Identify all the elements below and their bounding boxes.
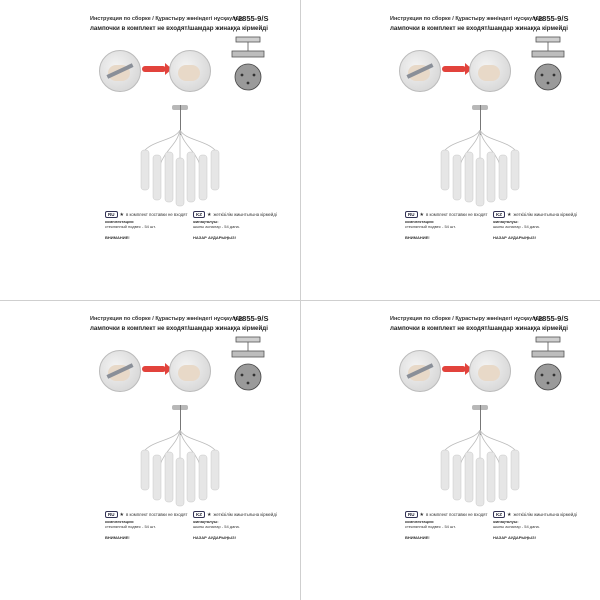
star-icon: ★ xyxy=(119,512,124,518)
kz-not-included xyxy=(193,511,277,518)
ru-item: стеклянный подвес - 54 шт. xyxy=(405,224,456,230)
kz-badge: KZ xyxy=(193,511,205,518)
ru-not-included xyxy=(105,211,187,218)
ru-spec-title: комплектация: xyxy=(105,219,135,224)
kz-not-included-text: жеткізілім жиынтығына кірмейді xyxy=(513,512,577,517)
tool-photo xyxy=(399,50,441,92)
kz-not-included-text: жеткізілім жиынтығына кірмейді xyxy=(513,212,577,217)
ru-not-included-text: в комплект поставки не входят xyxy=(425,512,488,517)
tool-photo xyxy=(99,50,141,92)
mounting-diagram xyxy=(218,35,276,95)
kz-not-included xyxy=(493,211,577,218)
bulbs-note: лампочки в комплект не входят/шамдар жинаққа кірмейді xyxy=(390,325,568,332)
header-title: Инструкция по сборке / Құрастыру жөніндегі нұсқаулық xyxy=(90,316,244,322)
star-icon: ★ xyxy=(207,212,212,218)
mounting-diagram xyxy=(218,335,276,395)
ru-item: стеклянный подвес - 54 шт. xyxy=(105,224,156,230)
chandelier-icon xyxy=(435,430,525,510)
kz-item: шыны аспалар - 54 дана. xyxy=(193,224,240,230)
tool-photo xyxy=(399,350,441,392)
instruction-panel-2 xyxy=(305,5,595,295)
chandelier-icon xyxy=(135,130,225,210)
arrow-icon xyxy=(142,366,166,372)
mounting-diagram xyxy=(518,35,576,95)
arrow-icon xyxy=(442,366,466,372)
instruction-panel-3 xyxy=(5,305,295,595)
ru-not-included-text: в комплект поставки не входят xyxy=(125,212,188,217)
tool-photo xyxy=(99,350,141,392)
ru-warning-title: ВНИМАНИЕ! xyxy=(105,235,130,241)
arrow-icon xyxy=(442,66,466,72)
mounting-diagram xyxy=(518,335,576,395)
kz-item: шыны аспалар - 54 дана. xyxy=(493,224,540,230)
kz-warning-title: НАЗАР АУДАРЫҢЫЗ! xyxy=(493,535,536,541)
instruction-panel-1 xyxy=(5,5,295,295)
chandelier-icon xyxy=(435,130,525,210)
ru-badge: RU xyxy=(405,511,418,518)
bulbs-note: лампочки в комплект не входят/шамдар жинаққа кірмейді xyxy=(90,25,268,32)
star-icon: ★ xyxy=(207,512,212,518)
kz-badge: KZ xyxy=(493,511,505,518)
ru-badge: RU xyxy=(405,211,418,218)
arrow-icon xyxy=(142,66,166,72)
kz-not-included-text: жеткізілім жиынтығына кірмейді xyxy=(213,212,277,217)
ru-item: стеклянный подвес - 54 шт. xyxy=(405,524,456,530)
ru-not-included xyxy=(405,211,487,218)
ru-spec-column xyxy=(105,219,195,241)
ru-spec-title: комплектация: xyxy=(105,519,135,524)
star-icon: ★ xyxy=(119,212,124,218)
kz-item: шыны аспалар - 54 дана. xyxy=(193,524,240,530)
model-number: V2855-9/S xyxy=(233,14,269,23)
header-title: Инструкция по сборке / Құрастыру жөніндегі нұсқаулық xyxy=(390,16,544,22)
ru-not-included-text: в комплект поставки не входят xyxy=(425,212,488,217)
ru-warning-title: ВНИМАНИЕ! xyxy=(105,535,130,541)
model-number: V2855-9/S xyxy=(533,314,569,323)
kz-spec-column xyxy=(493,519,583,541)
hand-photo xyxy=(169,350,211,392)
star-icon: ★ xyxy=(419,512,424,518)
hand-photo xyxy=(169,50,211,92)
kz-spec-column xyxy=(193,219,283,241)
kz-spec-column xyxy=(193,519,283,541)
ru-warning-title: ВНИМАНИЕ! xyxy=(405,235,430,241)
ru-item: стеклянный подвес - 54 шт. xyxy=(105,524,156,530)
star-icon: ★ xyxy=(507,212,512,218)
ru-spec-column xyxy=(405,519,495,541)
ru-spec-title: комплектация: xyxy=(405,219,435,224)
ru-spec-column xyxy=(105,519,195,541)
kz-not-included xyxy=(493,511,577,518)
ru-spec-column xyxy=(405,219,495,241)
ru-not-included xyxy=(405,511,487,518)
ru-not-included xyxy=(105,511,187,518)
kz-warning-title: НАЗАР АУДАРЫҢЫЗ! xyxy=(493,235,536,241)
kz-badge: KZ xyxy=(493,211,505,218)
star-icon: ★ xyxy=(507,512,512,518)
kz-spec-title: жинақталуы: xyxy=(493,519,519,524)
bulbs-note: лампочки в комплект не входят/шамдар жинаққа кірмейді xyxy=(390,25,568,32)
instruction-panel-4 xyxy=(305,305,595,595)
kz-spec-title: жинақталуы: xyxy=(493,219,519,224)
header-title: Инструкция по сборке / Құрастыру жөніндегі нұсқаулық xyxy=(90,16,244,22)
kz-spec-title: жинақталуы: xyxy=(193,219,219,224)
kz-spec-column xyxy=(493,219,583,241)
kz-warning-title: НАЗАР АУДАРЫҢЫЗ! xyxy=(193,535,236,541)
kz-not-included xyxy=(193,211,277,218)
ru-badge: RU xyxy=(105,511,118,518)
model-number: V2855-9/S xyxy=(233,314,269,323)
horizontal-divider xyxy=(0,300,600,301)
chandelier-icon xyxy=(135,430,225,510)
kz-item: шыны аспалар - 54 дана. xyxy=(493,524,540,530)
kz-spec-title: жинақталуы: xyxy=(193,519,219,524)
ru-badge: RU xyxy=(105,211,118,218)
header-title: Инструкция по сборке / Құрастыру жөніндегі нұсқаулық xyxy=(390,316,544,322)
kz-not-included-text: жеткізілім жиынтығына кірмейді xyxy=(213,512,277,517)
hand-photo xyxy=(469,50,511,92)
ru-not-included-text: в комплект поставки не входят xyxy=(125,512,188,517)
kz-badge: KZ xyxy=(193,211,205,218)
kz-warning-title: НАЗАР АУДАРЫҢЫЗ! xyxy=(193,235,236,241)
ru-warning-title: ВНИМАНИЕ! xyxy=(405,535,430,541)
model-number: V2855-9/S xyxy=(533,14,569,23)
star-icon: ★ xyxy=(419,212,424,218)
bulbs-note: лампочки в комплект не входят/шамдар жинаққа кірмейді xyxy=(90,325,268,332)
hand-photo xyxy=(469,350,511,392)
ru-spec-title: комплектация: xyxy=(405,519,435,524)
